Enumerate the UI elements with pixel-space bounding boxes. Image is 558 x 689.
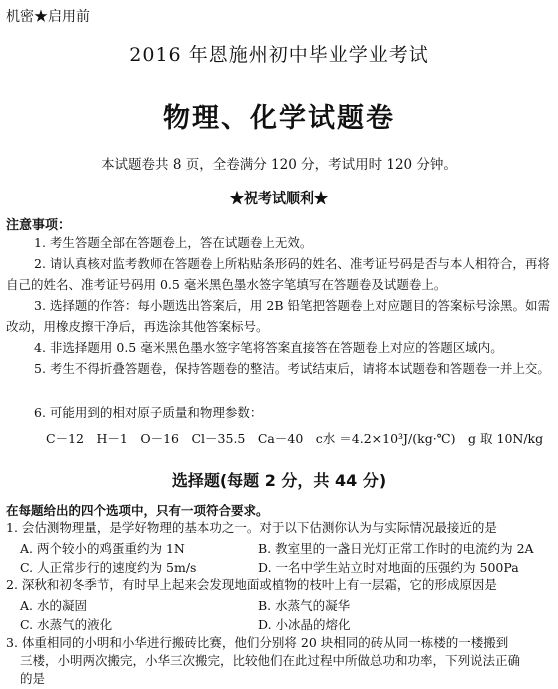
question-stem-continued: 三楼，小明两次搬完，小华三次搬完，比较他们在此过程中所做总功和功率，下列说法正确 [20,653,521,668]
confidential-label: 机密★启用前 [6,9,90,25]
note-item: 6. 可能用到的相对原子质量和物理参数： [34,405,263,420]
exam-title: 2016 年恩施州初中毕业学业考试 [129,44,429,66]
option-b: B. 教室里的一盏日光灯正常工作时的电流约为 2A [258,541,534,556]
option-a: A. 两个较小的鸡蛋重约为 1N [20,541,185,556]
note-item: 5. 考生不得折叠答题卷，保持答题卷的整洁。考试结束后，请将本试题卷和答题卷一并上交。 [34,361,550,376]
question-stem: 2. 深秋和初冬季节，有时早上起来会发现地面或植物的枝叶上有一层霜，它的形成原因是 [6,577,497,592]
option-b: B. 水蒸气的凝华 [258,598,351,613]
section-title: 选择题(每题 2 分，共 44 分) [171,471,387,490]
option-d: D. 一名中学生站立时对地面的压强约为 500Pa [258,560,519,575]
constants-line: C－12 H－1 O－16 Cl－35.5 Ca－40 c水 ＝4.2×10³J/(kg·℃) g 取 10N/kg [46,431,544,446]
note-item: 1. 考生答题全部在答题卷上，答在试题卷上无效。 [34,235,313,250]
paper-summary: 本试题卷共 8 页，全卷满分 120 分，考试用时 120 分钟。 [101,157,457,173]
section-instruction: 在每题给出的四个选项中，只有一项符合要求。 [6,503,269,518]
question-stem-continued: 的是 [20,671,46,686]
note-item: 4. 非选择题用 0.5 毫米黑色墨水签字笔将答案直接答在答题卷上对应的答题区域内。 [34,340,503,355]
question-stem: 3. 体重相同的小明和小华进行搬砖比赛，他们分别将 20 块相同的砖从同一栋楼的一楼搬到 [6,635,509,650]
notes-heading: 注意事项： [6,218,72,233]
option-d: D. 小冰晶的熔化 [258,617,351,632]
paper-title: 物理、化学试题卷 [163,103,395,134]
note-item: 3. 选择题的作答：每小题选出答案后，用 2B 铅笔把答题卷上对应题目的答案标号涂黑。如需改动，用橡皮擦干净后，再选涂其他答案标号。 [6,298,550,334]
option-a: A. 水的凝固 [20,598,87,613]
option-c: C. 人正常步行的速度约为 5m/s [20,560,197,575]
note-item: 2. 请认真核对监考教师在答题卷上所粘贴条形码的姓名、准考证号码是否与本人相符合，再将自己的姓名、准考证号码用 0.5 毫米黑色墨水签字笔填写在答题卷及试题卷上。 [6,256,550,292]
good-luck-banner: ★祝考试顺利★ [230,191,328,207]
question-stem: 1. 会估测物理量，是学好物理的基本功之一。对于以下估测你认为与实际情况最接近的是 [6,520,497,535]
option-c: C. 水蒸气的液化 [20,617,113,632]
